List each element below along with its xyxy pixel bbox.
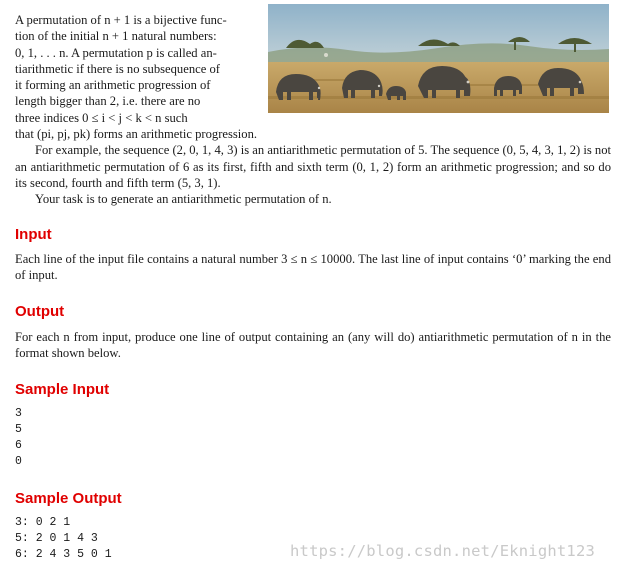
sample-output-line: 6: 2 4 3 5 0 1 bbox=[15, 548, 112, 561]
intro-paragraph bbox=[15, 12, 263, 126]
intro-line: tiarithmetic if there is no subsequence of bbox=[15, 61, 220, 76]
intro-line: three indices 0 ≤ i < j < k < n such bbox=[15, 110, 188, 125]
sample-input-line: 0 bbox=[15, 455, 22, 468]
sample-input-block bbox=[15, 406, 22, 470]
sample-input-heading: Sample Input bbox=[15, 381, 110, 398]
sample-output-heading: Sample Output bbox=[15, 490, 122, 507]
intro-tail bbox=[15, 126, 611, 207]
intro-line: length bigger than 2, i.e. there are no bbox=[15, 94, 201, 109]
output-description: For each n from input, produce one line of output containing an (any will do) antiarithmetic permutation of n in the format shown below. bbox=[15, 330, 611, 361]
sample-input-line: 6 bbox=[15, 439, 22, 452]
intro-last-line bbox=[15, 126, 611, 142]
sample-input-line: 5 bbox=[15, 423, 22, 436]
input-description: Each line of the input file contains a natural number 3 ≤ n ≤ 10000. The last line of input contains ‘0’ marking the end of input. bbox=[15, 252, 611, 283]
blog-watermark: https://blog.csdn.net/Eknight123 bbox=[290, 542, 596, 560]
sample-output-line: 5: 2 0 1 4 3 bbox=[15, 532, 98, 545]
sample-output-line: 3: 0 2 1 bbox=[15, 516, 71, 529]
elephants-image-illustration bbox=[268, 4, 609, 113]
intro-line: 0, 1, . . . n. A permutation p is called an- bbox=[15, 45, 217, 60]
example-paragraph: For example, the sequence (2, 0, 1, 4, 3) is an antiarithmetic permutation of 5. The sequence (0, 5, 4, 3, 1, 2) is not an antiarithmetic permutation of 6 as its first, fifth and sixth term (0, 1, 2) form an arithmetic progression; and so do its second, fourth and fifth term (5, 3, 1). bbox=[15, 143, 611, 190]
intro-line: A permutation of n + 1 is a bijective func- bbox=[15, 13, 227, 27]
intro-line: it forming an arithmetic progression of bbox=[15, 78, 211, 93]
input-heading: Input bbox=[15, 226, 52, 243]
intro-last-line-text: that (pi, pj, pk) forms an arithmetic progression. bbox=[15, 127, 258, 141]
elephants-photo bbox=[268, 4, 609, 113]
task-paragraph: Your task is to generate an antiarithmetic permutation of n. bbox=[35, 192, 332, 207]
intro-line: tion of the initial n + 1 natural numbers: bbox=[15, 29, 217, 44]
sample-input-line: 3 bbox=[15, 407, 22, 420]
output-heading: Output bbox=[15, 303, 65, 320]
sample-output-block bbox=[15, 515, 112, 563]
